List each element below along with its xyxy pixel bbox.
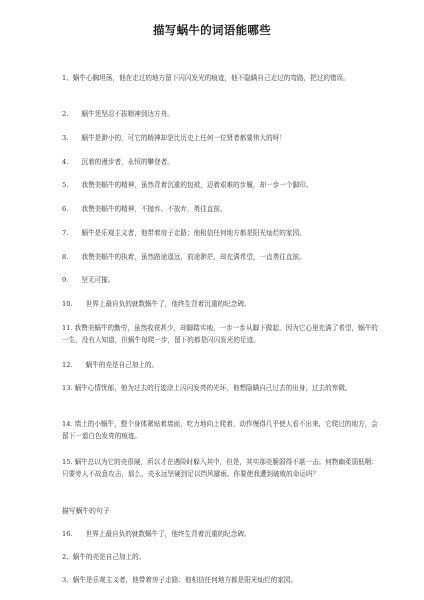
paragraph-6: 6. 我赞美蜗牛的精神，不抛弃、不放弃，勇往直前。 <box>62 205 227 213</box>
paragraph-3: 3. 蜗牛是渺小的，可它的精神却是比历史上任何一位贤者都要伟大的呀！ <box>62 134 286 142</box>
paragraph-8: 8. 我赞美蜗牛的执着，虽然路途遥远，前途渺茫，却充满希望，一直勇往直前。 <box>62 253 306 261</box>
paragraph-13: 13. 蜗牛心情忧郁，他为过去的行迹涂上闪闪发亮的光环，他想隐瞒自己过去的出身，过去的卑微。 <box>62 384 352 392</box>
sentence-3: 3、蜗牛是乐观主义者，他带着房子走路；他相信任何地方都是阳光灿烂的家园。 <box>62 576 297 584</box>
paragraph-7: 7. 蜗牛是乐观主义者，他带着房子走路；他相信任何地方都是阳光灿烂的家园。 <box>62 229 306 237</box>
paragraph-5: 5. 我赞美蜗牛的精神，虽然背着沉重的包袱，迈着艰难的步履，却一步一个脚印。 <box>62 181 313 189</box>
sentence-1: 16. 世界上最自负的就数蜗牛了，他终生背着沉重的纪念碑。 <box>62 530 251 538</box>
sentence-2: 2、蜗牛的壳是自己加上的。 <box>62 553 146 561</box>
paragraph-2: 2. 蜗牛凭坚忍不拔精神到达方舟。 <box>62 110 174 118</box>
document-title: 描写蜗牛的词语能哪些 <box>153 23 271 37</box>
paragraph-1: 1、蜗牛心胸坦荡，他在走过的地方留下闪闪发光的痕迹，他不隐瞒自己走过的弯路，把过的错误。 <box>62 74 350 82</box>
paragraph-10: 10. 世界上最自负的就数蜗牛了，他终生背着沉重的纪念碑。 <box>62 300 251 308</box>
section-heading: 描写蜗牛的句子 <box>62 507 110 515</box>
paragraph-15: 15. 蜗牛总以为它的壳很硬，所以才在遇险时躲入其中，但是，其实那壳脆弱得不堪一击。何物幽柔弱低咽：只要旁人不故意攻击，那么，壳永远坚硬到足以挡风避雨。你要使我遭到破败的命运吗？ <box>62 458 378 478</box>
paragraph-9: 9. 坚无可摧。 <box>62 276 115 284</box>
paragraph-4: 4. 沉着的漫步者，永恒的攀登者。 <box>62 158 174 166</box>
paragraph-14: 14. 墙上的小蜗牛，整个身体紧贴着墙面，吃力地向上爬着，动作慢得几乎使人看不出来，它爬过的地方，会留下一道白色发亮的痕迹。 <box>62 420 378 440</box>
paragraph-12: 12. 蜗牛的壳是自己加上的。 <box>62 361 159 369</box>
paragraph-11: 11. 我赞美蜗牛的勤劳，虽然收获甚少，却脚踏实地，一步一步从脚下做起，因为它心里充满了希望，蜗牛的一生，没有人知道，但蜗牛每爬一步，留下的都是闪闪发光的足迹。 <box>62 324 378 344</box>
